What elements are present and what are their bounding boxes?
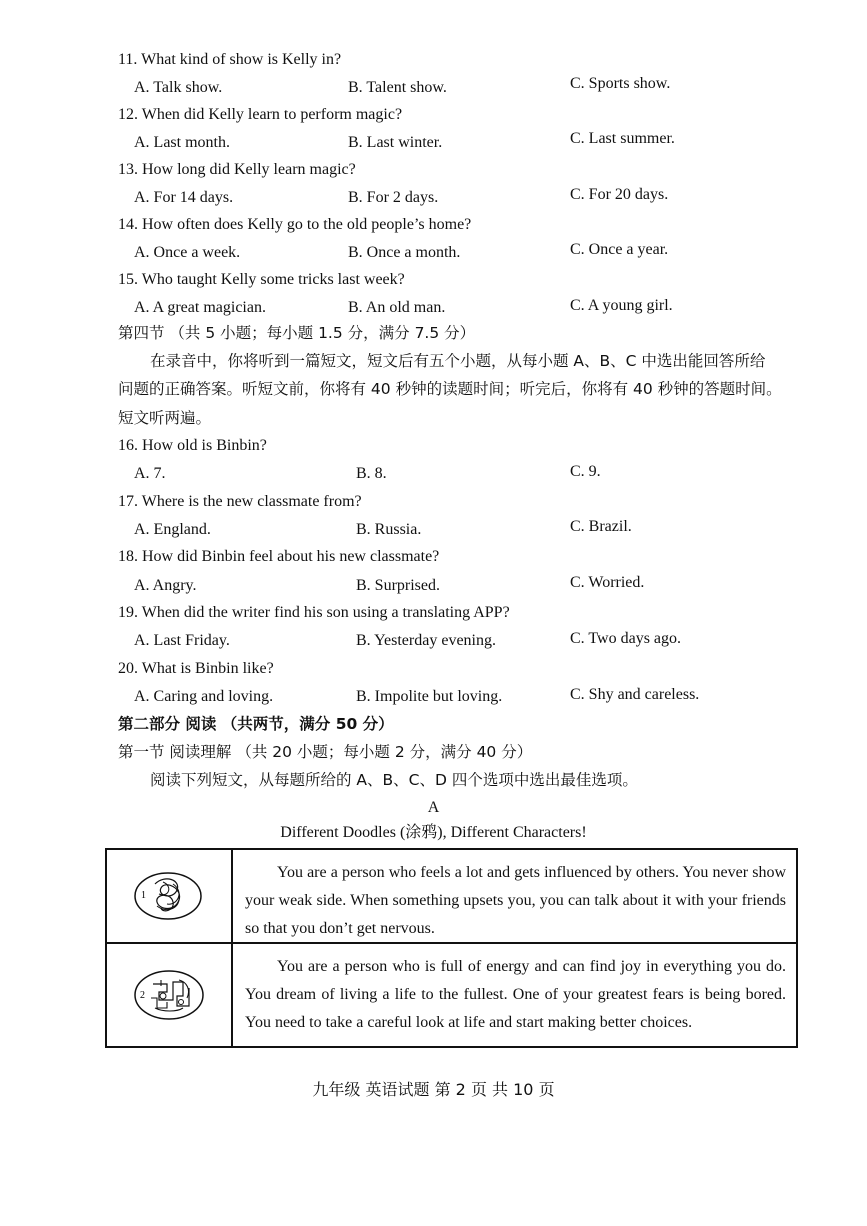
question-stem: 17. Where is the new classmate from? [118, 493, 362, 510]
instruction-line: 在录音中，你将听到一篇短文，短文后有五个小题，从每小题 A、B、C 中选出能回答所给 [150, 352, 766, 370]
doodle-table [105, 848, 798, 1048]
doodle-number: 1 [141, 890, 146, 901]
option-b: B. Surprised. [356, 577, 440, 594]
option-c: C. A young girl. [570, 297, 673, 314]
option-a: A. Angry. [134, 577, 197, 594]
question-stem: 19. When did the writer find his son using a translating APP? [118, 604, 510, 621]
option-a: A. 7. [134, 465, 166, 482]
option-a: A. Once a week. [134, 244, 241, 261]
option-a: A. Last Friday. [134, 632, 230, 649]
instruction-line: 短文听两遍。 [118, 409, 212, 427]
section-title: 第四节 （共 5 小题；每小题 1.5 分，满分 7.5 分） [118, 324, 476, 342]
option-b: B. Once a month. [348, 244, 461, 261]
passage-title: Different Doodles (涂鸦), Different Characters! [280, 824, 587, 841]
instruction-line: 阅读下列短文，从每题所给的 A、B、C、D 四个选项中选出最佳选项。 [150, 771, 638, 789]
table-row [107, 944, 796, 1046]
option-a: A. A great magician. [134, 299, 266, 316]
option-a: A. Last month. [134, 134, 230, 151]
question-stem: 12. When did Kelly learn to perform magic? [118, 106, 403, 123]
question-stem: 16. How old is Binbin? [118, 437, 267, 454]
doodle-cell [107, 850, 233, 942]
option-c: C. Last summer. [570, 130, 675, 147]
question-stem: 18. How did Binbin feel about his new classmate? [118, 548, 440, 565]
tangled-doodle-icon [133, 870, 203, 922]
option-a: A. Talk show. [134, 79, 223, 96]
description-cell [235, 850, 796, 942]
description-text: You are a person who is full of energy and can find joy in everything you do. You dream of living a life to the fullest. One of your greatest fears is being bored. You need to take a careful look at life and start making better choices. [245, 958, 786, 1031]
option-b: B. Talent show. [348, 79, 447, 96]
option-b: B. Yesterday evening. [356, 632, 496, 649]
question-stem: 14. How often does Kelly go to the old people’s home? [118, 216, 472, 233]
maze-doodle-icon [133, 968, 205, 1022]
option-c: C. 9. [570, 463, 601, 480]
doodle-cell [107, 944, 233, 1046]
option-c: C. Shy and careless. [570, 686, 700, 703]
option-b: B. For 2 days. [348, 189, 439, 206]
option-b: B. Russia. [356, 521, 422, 538]
option-b: B. An old man. [348, 299, 446, 316]
option-b: B. 8. [356, 465, 387, 482]
instruction-line: 问题的正确答案。听短文前，你将有 40 秒钟的读题时间；听完后，你将有 40 秒钟的答题时间。 [118, 380, 782, 398]
description-text: You are a person who feels a lot and gets influenced by others. You never show your weak side. When something upsets you, you can talk about it with your friends so that you don’t get nervous. [245, 864, 786, 937]
option-a: A. Caring and loving. [134, 688, 274, 705]
question-stem: 15. Who taught Kelly some tricks last week? [118, 271, 405, 288]
passage-letter: A [427, 799, 440, 816]
question-stem: 13. How long did Kelly learn magic? [118, 161, 356, 178]
option-c: C. Sports show. [570, 75, 671, 92]
option-c: C. Brazil. [570, 518, 632, 535]
option-b: B. Last winter. [348, 134, 443, 151]
option-c: C. For 20 days. [570, 186, 669, 203]
description-cell [235, 944, 796, 1046]
option-a: A. For 14 days. [134, 189, 234, 206]
option-a: A. England. [134, 521, 211, 538]
option-c: C. Once a year. [570, 241, 669, 258]
question-stem: 20. What is Binbin like? [118, 660, 274, 677]
doodle-number: 2 [140, 990, 145, 1001]
table-row [107, 850, 796, 944]
part-title: 第二部分 阅读 （共两节，满分 50 分） [118, 715, 394, 733]
option-c: C. Worried. [570, 574, 645, 591]
section-title: 第一节 阅读理解 （共 20 小题；每小题 2 分，满分 40 分） [118, 743, 533, 761]
page-footer: 九年级 英语试题 第 2 页 共 10 页 [312, 1080, 555, 1099]
option-b: B. Impolite but loving. [356, 688, 503, 705]
option-c: C. Two days ago. [570, 630, 682, 647]
question-stem: 11. What kind of show is Kelly in? [118, 51, 342, 68]
